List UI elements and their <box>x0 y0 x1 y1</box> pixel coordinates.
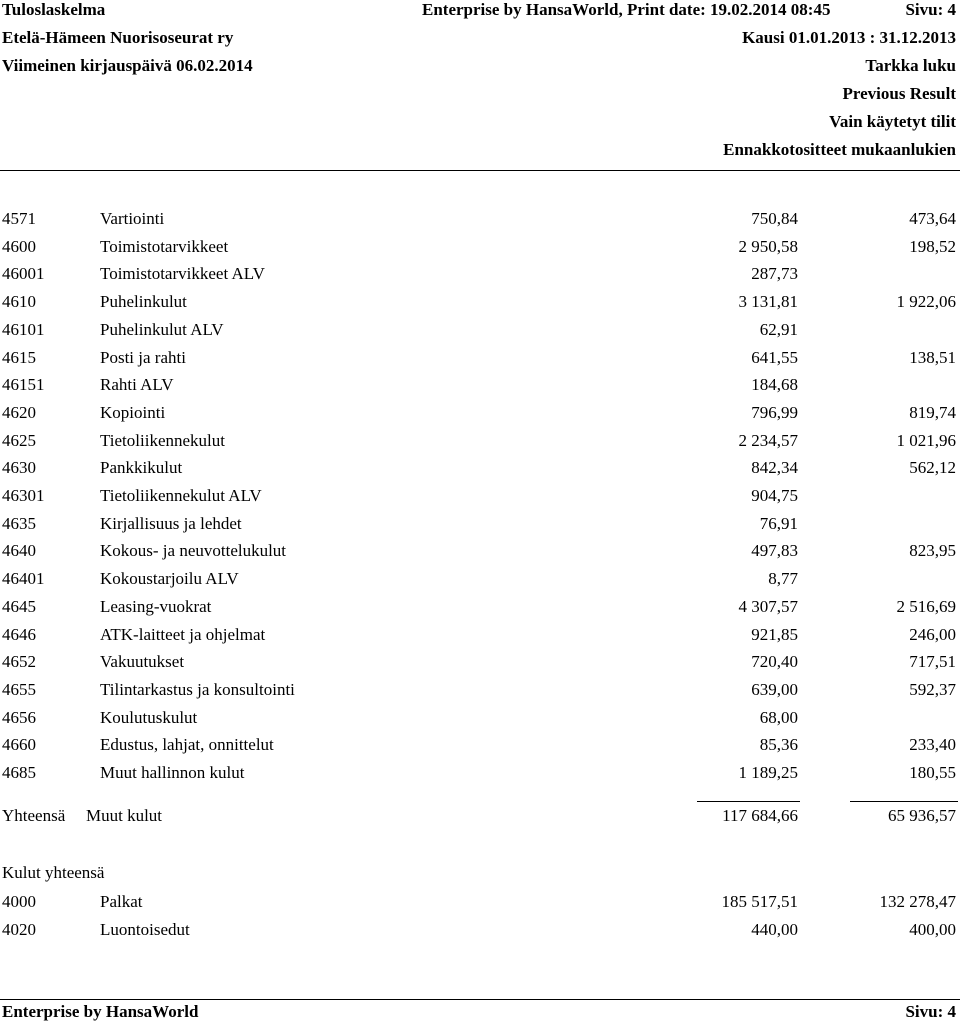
account-code: 4600 <box>2 236 36 256</box>
account-name: Toimistotarvikkeet <box>100 236 229 256</box>
table-row <box>0 348 960 376</box>
previous-amount: 180,55 <box>909 763 956 782</box>
current-amount: 639,00 <box>751 679 798 699</box>
account-name: Puhelinkulut ALV <box>100 319 224 339</box>
table-row <box>0 237 960 265</box>
previous-amount: 2 516,69 <box>896 596 956 616</box>
header-divider <box>0 170 960 171</box>
account-name: Edustus, lahjat, onnittelut <box>100 735 274 755</box>
footer-page: Sivu: 4 <box>905 1002 956 1021</box>
total-previous: 65 936,57 <box>888 806 956 825</box>
current-amount: 3 131,81 <box>738 292 798 312</box>
organization-name: Etelä-Hämeen Nuorisoseurat ry <box>2 28 234 47</box>
account-code: 4652 <box>2 652 36 672</box>
table-row <box>0 763 960 791</box>
previous-amount: 400,00 <box>909 919 956 939</box>
account-name: ATK-laitteet ja ohjelmat <box>100 624 266 644</box>
account-name: Kokoustarjoilu ALV <box>100 569 239 589</box>
current-amount: 8,77 <box>768 569 798 589</box>
current-amount: 720,40 <box>751 652 798 672</box>
account-code: 4610 <box>2 292 36 312</box>
account-code: 4660 <box>2 735 36 755</box>
table-row <box>0 375 960 403</box>
account-name: Palkat <box>100 892 143 911</box>
previous-amount: 198,52 <box>909 236 956 256</box>
last-entry-date: Viimeinen kirjauspäivä 06.02.2014 <box>2 56 253 75</box>
previous-amount: 819,74 <box>909 402 956 422</box>
account-code: 4615 <box>2 347 36 367</box>
account-name: Koulutuskulut <box>100 707 198 727</box>
sum-line-previous <box>850 801 958 802</box>
account-name: Tietoliikennekulut ALV <box>100 486 262 505</box>
previous-amount: 1 922,06 <box>896 292 956 312</box>
current-amount: 750,84 <box>751 209 798 228</box>
sum-line-current <box>697 801 800 802</box>
current-amount: 497,83 <box>751 541 798 561</box>
current-amount: 76,91 <box>759 513 798 533</box>
previous-amount: 1 021,96 <box>896 430 956 450</box>
table-row <box>0 680 960 708</box>
account-code: 4620 <box>2 402 36 422</box>
previous-amount: 138,51 <box>909 347 956 367</box>
table-row <box>0 541 960 569</box>
account-code: 4635 <box>2 513 36 533</box>
current-amount: 287,73 <box>751 264 798 284</box>
previous-amount: 233,40 <box>909 735 956 755</box>
account-name: Pankkikulut <box>100 458 183 478</box>
current-amount: 2 950,58 <box>738 236 798 256</box>
account-code: 4655 <box>2 679 36 699</box>
option-used-accounts: Vain käytetyt tilit <box>829 112 956 131</box>
period: Kausi 01.01.2013 : 31.12.2013 <box>742 28 956 47</box>
current-amount: 1 189,25 <box>738 763 798 782</box>
account-name: Puhelinkulut <box>100 292 187 312</box>
option-exact: Tarkka luku <box>865 56 956 75</box>
total-label: Yhteensä <box>2 806 66 825</box>
table-row <box>0 597 960 625</box>
table-row <box>0 735 960 763</box>
table-row <box>0 209 960 237</box>
total-row <box>0 806 960 834</box>
table-row <box>0 431 960 459</box>
account-code: 46151 <box>2 375 45 395</box>
account-code: 46401 <box>2 569 45 589</box>
table-row <box>0 264 960 292</box>
current-amount: 85,36 <box>759 735 798 755</box>
previous-amount: 473,64 <box>909 209 956 228</box>
total-current: 117 684,66 <box>722 806 798 825</box>
table-row <box>0 403 960 431</box>
current-amount: 904,75 <box>751 486 798 505</box>
account-code: 4656 <box>2 707 36 727</box>
option-prepayments: Ennakkotositteet mukaanlukien <box>723 140 956 159</box>
table-row <box>0 458 960 486</box>
previous-amount: 562,12 <box>909 458 956 478</box>
option-previous-result: Previous Result <box>842 84 956 103</box>
table-row <box>0 569 960 597</box>
account-name: Kirjallisuus ja lehdet <box>100 513 242 533</box>
print-info: Enterprise by HansaWorld, Print date: 19.02.2014 08:45 <box>422 0 831 19</box>
account-code: 4685 <box>2 763 36 782</box>
account-code: 4645 <box>2 596 36 616</box>
table-row <box>0 652 960 680</box>
current-amount: 4 307,57 <box>738 596 798 616</box>
report-title: Tuloslaskelma <box>2 0 106 19</box>
previous-amount: 246,00 <box>909 624 956 644</box>
account-name: Luontoisedut <box>100 919 190 939</box>
current-amount: 62,91 <box>759 319 798 339</box>
account-name: Kopiointi <box>100 402 166 422</box>
current-amount: 842,34 <box>751 458 798 478</box>
account-code: 4000 <box>2 892 36 911</box>
table-row <box>0 514 960 542</box>
current-amount: 641,55 <box>751 347 798 367</box>
account-name: Posti ja rahti <box>100 347 186 367</box>
account-code: 4625 <box>2 430 36 450</box>
current-amount: 440,00 <box>751 919 798 939</box>
previous-amount: 132 278,47 <box>879 892 956 911</box>
account-name: Kokous- ja neuvottelukulut <box>100 541 287 561</box>
account-code: 46101 <box>2 319 45 339</box>
account-code: 4630 <box>2 458 36 478</box>
table-row <box>0 320 960 348</box>
account-name: Muut hallinnon kulut <box>100 763 245 782</box>
current-amount: 184,68 <box>751 375 798 395</box>
previous-amount: 823,95 <box>909 541 956 561</box>
table-row <box>0 292 960 320</box>
previous-amount: 592,37 <box>909 679 956 699</box>
account-code: 4640 <box>2 541 36 561</box>
current-amount: 796,99 <box>751 402 798 422</box>
footer-divider <box>0 999 960 1000</box>
account-code: 4646 <box>2 624 36 644</box>
account-code: 46001 <box>2 264 45 284</box>
table-row <box>0 486 960 514</box>
table-row <box>0 708 960 736</box>
footer-left: Enterprise by HansaWorld <box>2 1002 199 1021</box>
current-amount: 921,85 <box>751 624 798 644</box>
account-name: Leasing-vuokrat <box>100 596 212 616</box>
table-row <box>0 892 960 920</box>
table-row <box>0 920 960 948</box>
current-amount: 185 517,51 <box>721 892 798 911</box>
account-code: 46301 <box>2 486 45 505</box>
current-amount: 2 234,57 <box>738 430 798 450</box>
current-amount: 68,00 <box>759 707 798 727</box>
table-row <box>0 625 960 653</box>
section-title: Kulut yhteensä <box>2 863 105 882</box>
account-name: Tilintarkastus ja konsultointi <box>100 679 295 699</box>
previous-amount: 717,51 <box>909 652 956 672</box>
account-name: Tietoliikennekulut <box>100 430 225 450</box>
account-name: Vartiointi <box>100 209 165 228</box>
total-name: Muut kulut <box>86 806 163 825</box>
page-number: Sivu: 4 <box>905 0 956 19</box>
account-code: 4571 <box>2 209 36 228</box>
account-name: Rahti ALV <box>100 375 174 395</box>
account-name: Vakuutukset <box>100 652 185 672</box>
account-code: 4020 <box>2 919 36 939</box>
account-name: Toimistotarvikkeet ALV <box>100 264 265 284</box>
